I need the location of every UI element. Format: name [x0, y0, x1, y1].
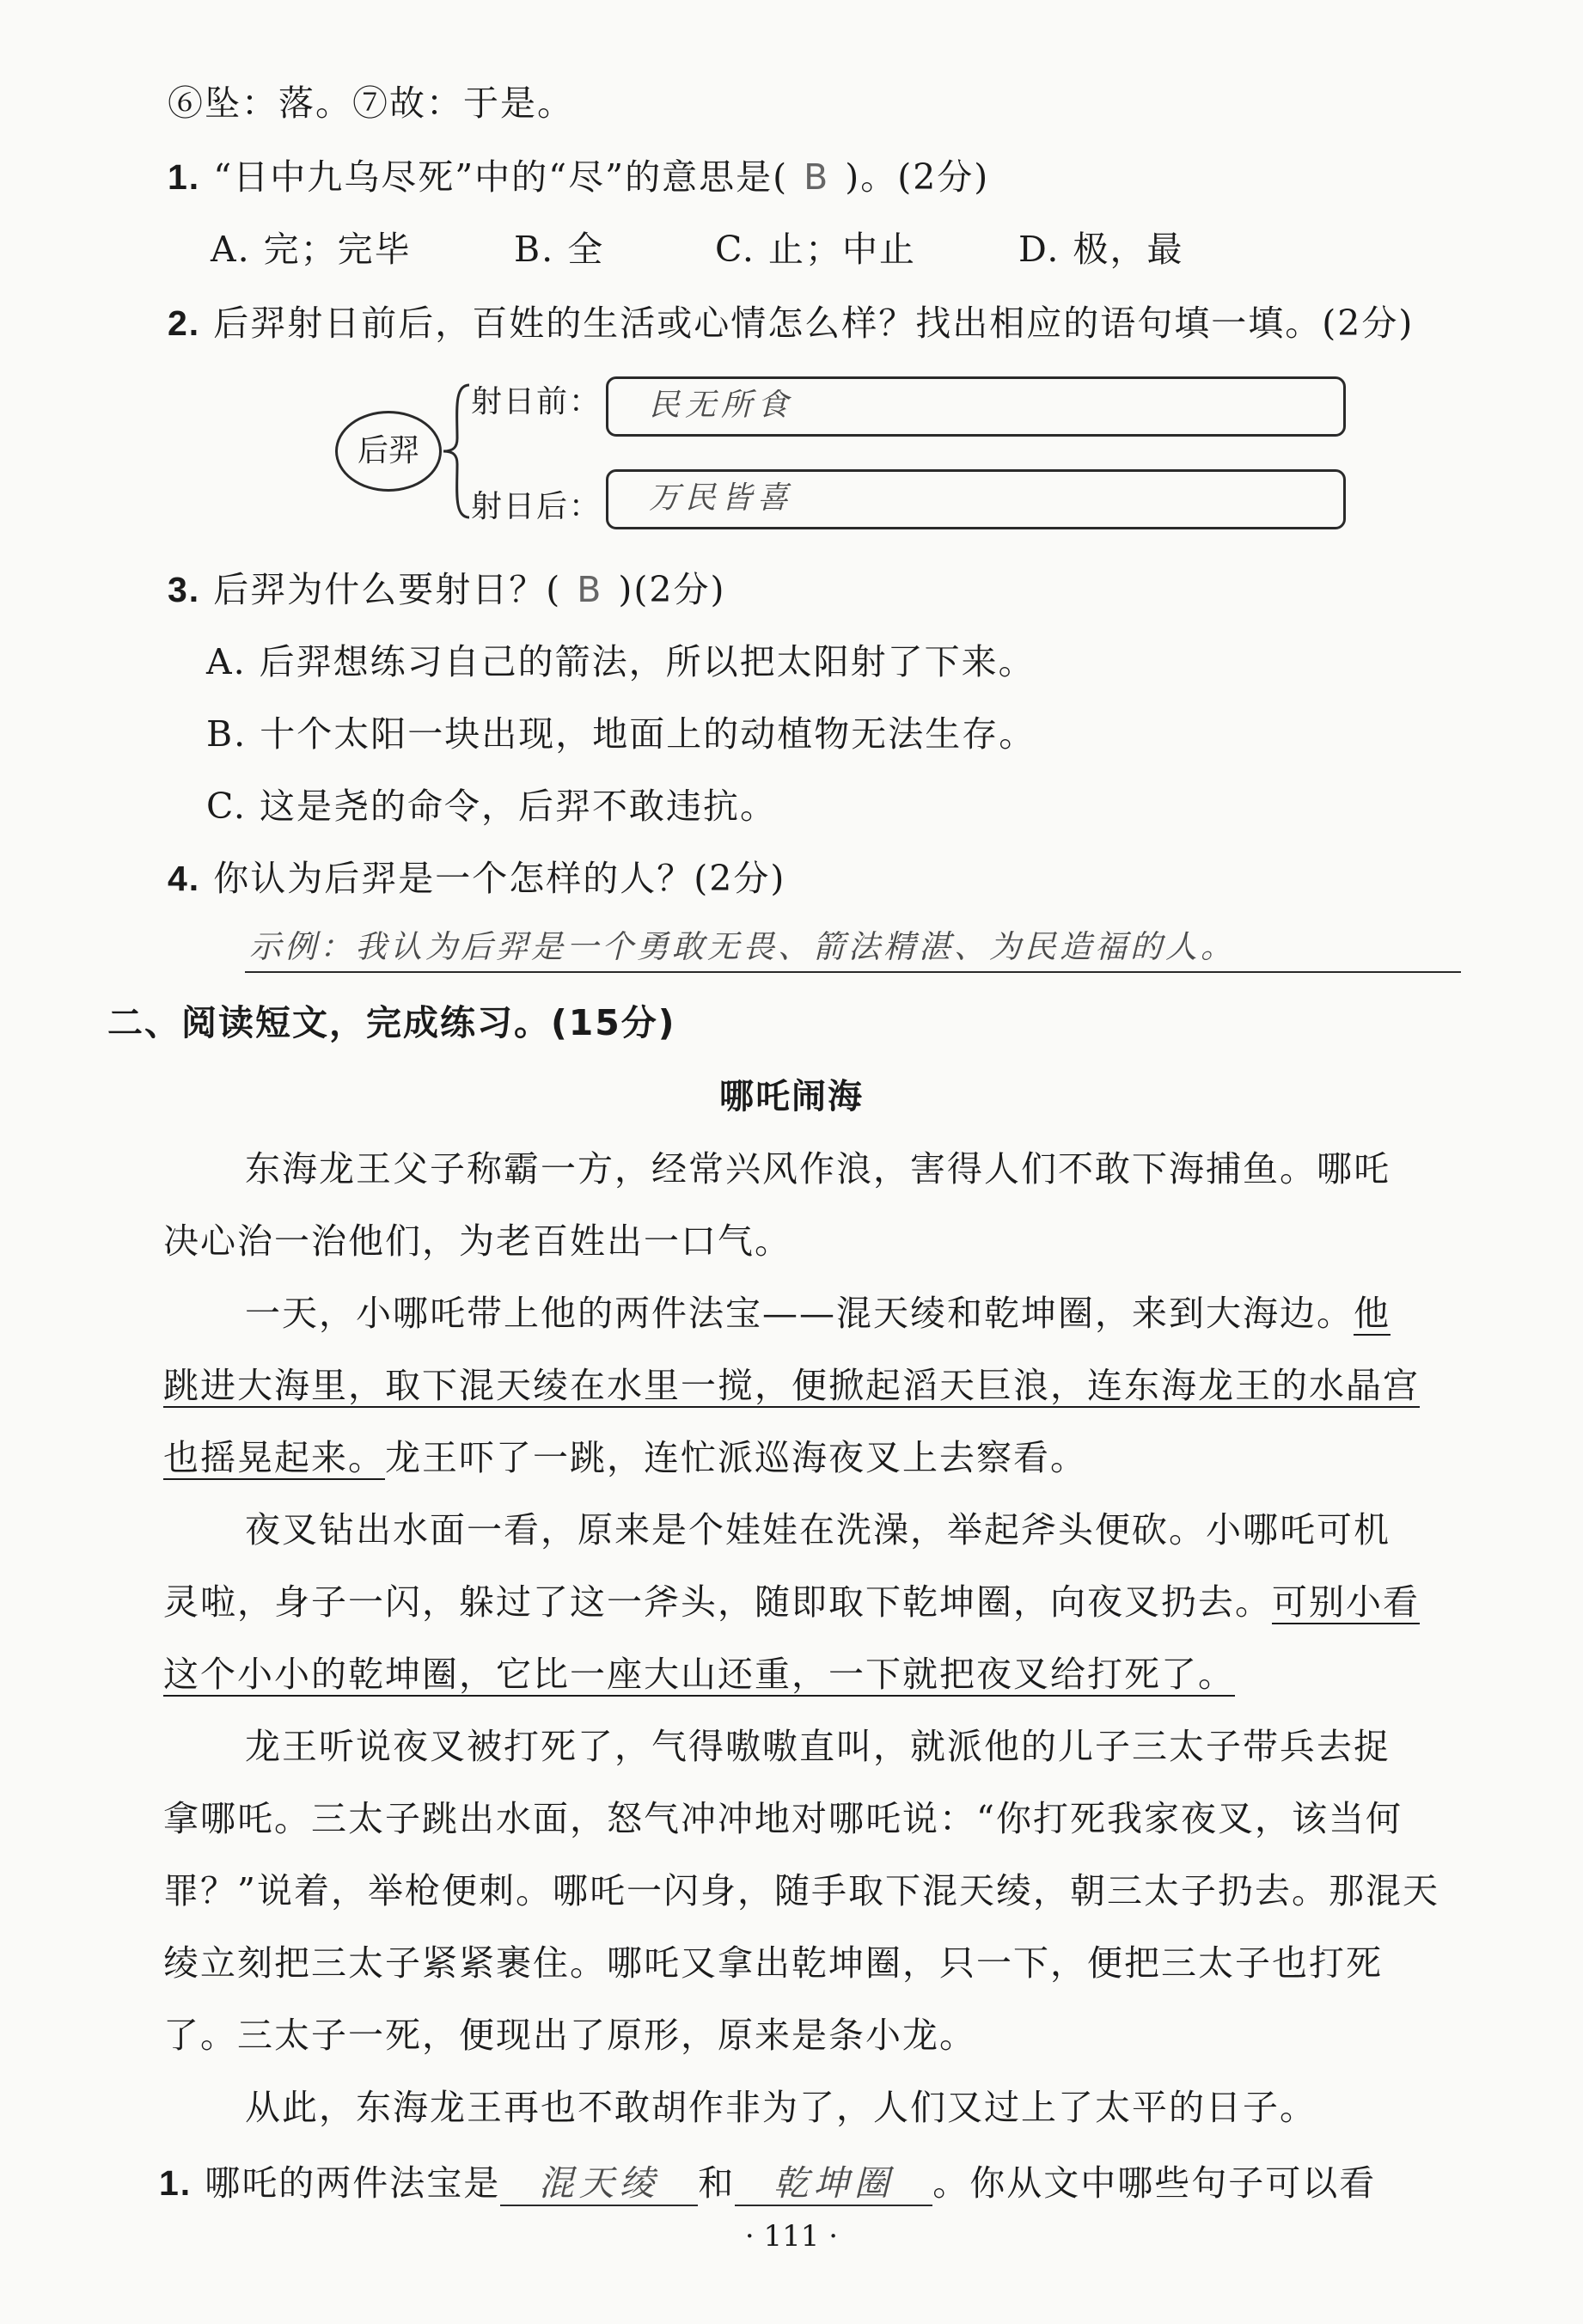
question-4 [168, 854, 785, 902]
underlined-text: 可别小看 [1272, 1581, 1420, 1623]
paragraph-line [245, 1289, 1390, 1337]
paragraph-line: 夜叉钻出水面一看，原来是个娃娃在洗澡，举起斧头便砍。小哪吒可机 [245, 1509, 1390, 1550]
footnotes: ⑥坠：落。⑦故：于是。 [168, 83, 574, 124]
text-run: 一天，小哪吒带上他的两件法宝——混天绫和乾坤圈，来到大海边。 [245, 1293, 1354, 1334]
question-number: 1. [159, 2163, 193, 2203]
paragraph-line [163, 1434, 1087, 1482]
option-c: C. 止；中止 [715, 229, 916, 270]
question-text: 后羿为什么要射日？( [213, 569, 562, 610]
question-number: 3. [168, 570, 201, 609]
question-number: 1. [168, 157, 201, 197]
text-run: 龙王吓了一跳，连忙派巡海夜叉上去察看。 [385, 1437, 1087, 1478]
paragraph-line: 东海龙王父子称霸一方，经常兴风作浪，害得人们不敢下海捕鱼。哪吒 [245, 1148, 1390, 1190]
diagram-center: 后羿 [335, 411, 442, 492]
answer-text: B [804, 156, 830, 198]
passage-title: 哪吒闹海 [719, 1077, 864, 1116]
option-a: A. 完；完毕 [211, 229, 412, 270]
option-b: B. 全 [514, 229, 605, 270]
text-run: 灵啦，身子一闪，躲过了这一斧头，随即取下乾坤圈，向夜叉扔去。 [163, 1581, 1272, 1623]
paragraph-line: 绫立刻把三太子紧紧裹住。哪吒又拿出乾坤圈，只一下，便把三太子也打死 [163, 1942, 1383, 1984]
answer-underline [245, 971, 1461, 973]
question-text-end: )。(2分) [845, 156, 990, 198]
underlined-text: 他 [1354, 1293, 1390, 1334]
passage-question-1 [159, 2159, 1376, 2207]
question-1 [168, 153, 989, 201]
question-3 [168, 566, 725, 614]
page-number: · 111 · [744, 2219, 839, 2254]
option-d: D. 极，最 [1018, 229, 1184, 270]
question-text: 你认为后羿是一个怎样的人？(2分) [213, 858, 786, 899]
question-number: 2. [168, 303, 201, 343]
underlined-line: 这个小小的乾坤圈，它比一座大山还重，一下就把夜叉给打死了。 [163, 1654, 1235, 1695]
paragraph-line: 决心治一治他们，为老百姓出一口气。 [163, 1220, 792, 1262]
question-2 [168, 299, 1414, 347]
paragraph-line: 从此，东海龙王再也不敢胡作非为了，人们又过上了太平的日子。 [245, 2087, 1317, 2128]
paragraph-line: 罪？”说着，举枪便刺。哪吒一闪身，随手取下混天绫，朝三太子扔去。那混天 [163, 1870, 1439, 1911]
paragraph-line: 拿哪吒。三太子跳出水面，怒气冲冲地对哪吒说：“你打死我家夜叉，该当何 [163, 1798, 1403, 1839]
before-answer: 民无所食 [649, 388, 794, 423]
paragraph-line [163, 1578, 1420, 1626]
brace [438, 378, 473, 524]
underlined-text: 也摇晃起来。 [163, 1437, 385, 1478]
section-heading: 二、阅读短文，完成练习。(15分) [107, 1002, 676, 1043]
after-label: 射日后： [471, 489, 602, 524]
question-text-end: 。你从文中哪些句子可以看 [932, 2162, 1377, 2204]
before-label: 射日前： [471, 384, 602, 419]
option-a: A. 后羿想练习自己的箭法，所以把太阳射了下来。 [206, 641, 1036, 682]
answer-text: B [577, 569, 603, 610]
underlined-line: 跳进大海里，取下混天绫在水里一搅，便掀起滔天巨浪，连东海龙王的水晶宫 [163, 1365, 1420, 1406]
question-text-mid: 和 [698, 2162, 736, 2204]
answer-line: 示例：我认为后羿是一个勇敢无畏、箭法精湛、为民造福的人。 [249, 928, 1236, 965]
question-number: 4. [168, 859, 201, 898]
question-text: “日中九乌尽死”中的“尽”的意思是( [213, 156, 789, 198]
option-b: B. 十个太阳一块出现，地面上的动植物无法生存。 [206, 713, 1036, 755]
answer-blank-1: 混天绫 [500, 2162, 698, 2206]
after-answer: 万民皆喜 [649, 480, 794, 516]
answer-blank-2: 乾坤圈 [735, 2162, 932, 2206]
paragraph-line: 龙王听说夜叉被打死了，气得嗷嗷直叫，就派他的儿子三太子带兵去捉 [245, 1726, 1390, 1767]
question-text-end: )(2分) [618, 569, 726, 610]
question-text: 后羿射日前后，百姓的生活或心情怎么样？找出相应的语句填一填。(2分) [213, 303, 1415, 344]
question-text: 哪吒的两件法宝是 [205, 2162, 501, 2204]
paragraph-line: 了。三太子一死，便现出了原形，原来是条小龙。 [163, 2015, 976, 2056]
option-c: C. 这是尧的命令，后羿不敢违抗。 [206, 786, 777, 827]
